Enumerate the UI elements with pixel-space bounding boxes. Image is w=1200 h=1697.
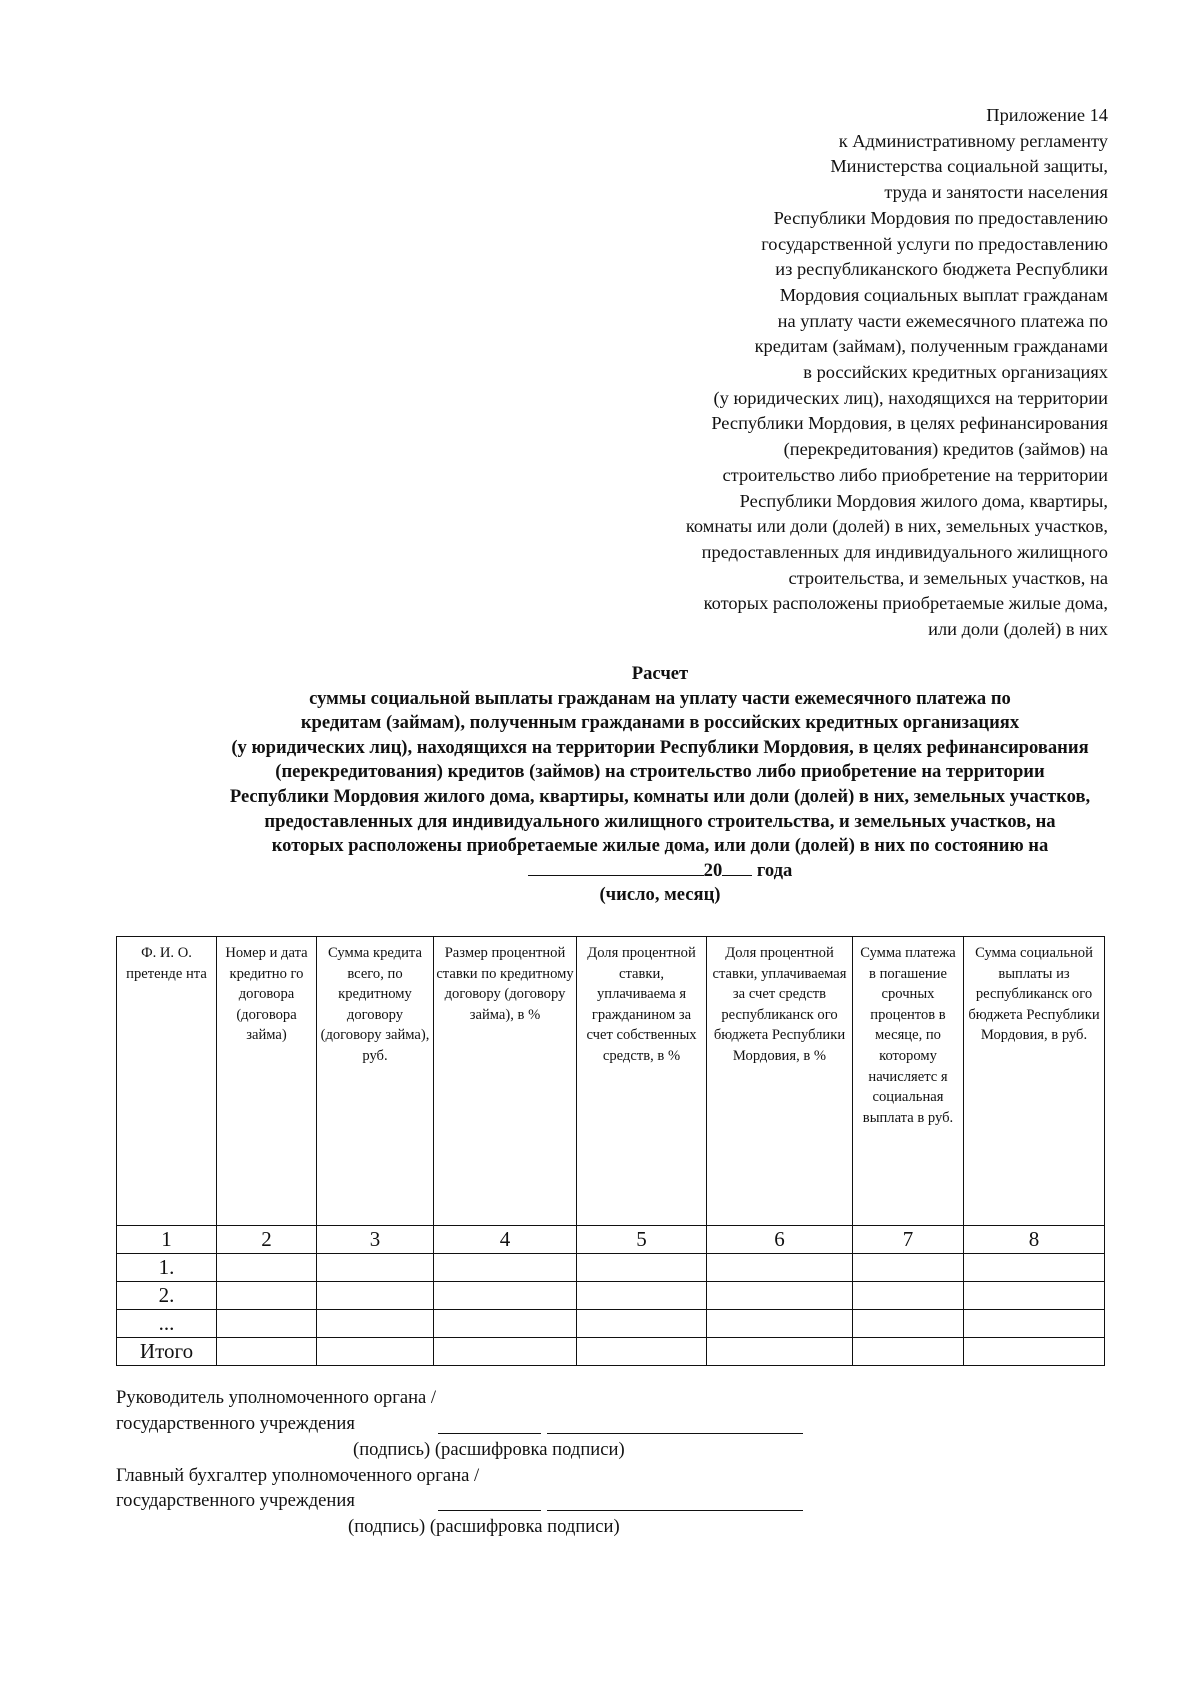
- column-number: 1: [117, 1226, 217, 1254]
- accountant-signature-field[interactable]: [438, 1510, 541, 1511]
- head-signature-caption: (подпись) (расшифровка подписи): [353, 1438, 625, 1460]
- header-cell: Размер процентной ставки по кредитному договору (договору займа), в %: [434, 937, 577, 1226]
- title-line: кредитам (займам), полученным гражданами в российских кредитных организациях: [300, 712, 1020, 734]
- table-cell[interactable]: [434, 1310, 577, 1338]
- column-number: 7: [853, 1226, 964, 1254]
- appendix-line: в российских кредитных организациях: [803, 362, 1108, 383]
- signature-block: [116, 1385, 816, 1540]
- total-row: [117, 1338, 1105, 1366]
- appendix-line: Республики Мордовия жилого дома, квартиры,: [739, 490, 1108, 511]
- year-blank: [722, 874, 752, 876]
- accountant-name-field[interactable]: [547, 1510, 803, 1511]
- title-line: предоставленных для индивидуального жилищного строительства, и земельных участков, на: [264, 810, 1056, 832]
- appendix-line: строительство либо приобретение на территории: [722, 464, 1108, 485]
- table-cell[interactable]: [964, 1282, 1105, 1310]
- table-cell[interactable]: [964, 1310, 1105, 1338]
- appendix-line: Республики Мордовия по предоставлению: [773, 207, 1108, 228]
- document-title: [60, 662, 1200, 908]
- appendix-line: Мордовия социальных выплат гражданам: [779, 284, 1108, 305]
- header-cell: Доля процентной ставки, уплачиваемая за счет средств республиканск ого бюджета Республики Мордовия, в %: [707, 937, 853, 1226]
- date-blank: [528, 874, 704, 876]
- head-name-field[interactable]: [547, 1433, 803, 1434]
- table-cell[interactable]: [217, 1282, 317, 1310]
- total-label: Итого: [117, 1338, 217, 1366]
- table-cell[interactable]: [434, 1338, 577, 1366]
- appendix-line: к Административному регламенту: [838, 130, 1108, 151]
- table-cell[interactable]: [217, 1310, 317, 1338]
- table-cell[interactable]: [577, 1310, 707, 1338]
- table-cell[interactable]: [853, 1282, 964, 1310]
- accountant-signature-line: [116, 1488, 816, 1514]
- column-number: 2: [217, 1226, 317, 1254]
- head-signature-line: [116, 1411, 816, 1437]
- table-cell[interactable]: [317, 1310, 434, 1338]
- table-row: [117, 1282, 1105, 1310]
- table-cell[interactable]: [434, 1282, 577, 1310]
- table-cell[interactable]: [577, 1282, 707, 1310]
- row-label: 2.: [117, 1282, 217, 1310]
- head-signature-field[interactable]: [438, 1433, 541, 1434]
- table-cell[interactable]: [853, 1338, 964, 1366]
- appendix-line: (перекредитования) кредитов (займов) на: [783, 439, 1108, 460]
- column-number: 8: [964, 1226, 1105, 1254]
- table-cell[interactable]: [317, 1338, 434, 1366]
- title-line: (перекредитования) кредитов (займов) на строительство либо приобретение на территории: [275, 761, 1045, 783]
- table-cell[interactable]: [577, 1254, 707, 1282]
- column-number: 3: [317, 1226, 434, 1254]
- appendix-line: предоставленных для индивидуального жилищного: [701, 541, 1108, 562]
- accountant-signature-caption: (подпись) (расшифровка подписи): [348, 1516, 620, 1538]
- table-cell[interactable]: [853, 1254, 964, 1282]
- appendix-line: Республики Мордовия, в целях рефинансирования: [711, 413, 1108, 434]
- table-cell[interactable]: [317, 1254, 434, 1282]
- table-cell[interactable]: [707, 1254, 853, 1282]
- table-row: [117, 1254, 1105, 1282]
- row-label: ...: [117, 1310, 217, 1338]
- table-cell[interactable]: [964, 1338, 1105, 1366]
- appendix-line: строительства, и земельных участков, на: [788, 567, 1108, 588]
- date-hint: (число, месяц): [599, 884, 721, 906]
- date-line: [60, 859, 1200, 884]
- table-cell[interactable]: [964, 1254, 1105, 1282]
- appendix-line: или доли (долей) в них: [928, 619, 1108, 640]
- accountant-title-line1: Главный бухгалтер уполномоченного органа /: [116, 1464, 480, 1486]
- title-line: (у юридических лиц), находящихся на территории Республики Мордовия, в целях рефинансирования: [231, 736, 1089, 758]
- table-cell[interactable]: [217, 1254, 317, 1282]
- row-label: 1.: [117, 1254, 217, 1282]
- table-cell[interactable]: [577, 1338, 707, 1366]
- calculation-table-wrapper: [116, 936, 1105, 1366]
- table-cell[interactable]: [434, 1254, 577, 1282]
- head-title-line2: государственного учреждения: [116, 1412, 355, 1434]
- header-cell: Сумма кредита всего, по кредитному договору (договору займа), руб.: [317, 937, 434, 1226]
- table-cell[interactable]: [217, 1338, 317, 1366]
- title-line: Республики Мордовия жилого дома, квартиры, комнаты или доли (долей) в них, земельных участков,: [229, 785, 1091, 807]
- header-cell: Сумма социальной выплаты из республиканск ого бюджета Республики Мордовия, в руб.: [964, 937, 1105, 1226]
- calculation-table: [116, 936, 1105, 1366]
- column-number: 6: [707, 1226, 853, 1254]
- table-cell[interactable]: [707, 1282, 853, 1310]
- title-line: суммы социальной выплаты гражданам на уплату части ежемесячного платежа по: [309, 687, 1011, 709]
- table-cell[interactable]: [853, 1310, 964, 1338]
- appendix-line: государственной услуги по предоставлению: [761, 233, 1108, 254]
- appendix-line: Приложение 14: [986, 105, 1108, 125]
- appendix-line: кредитам (займам), полученным гражданами: [754, 336, 1108, 357]
- head-title-line1: Руководитель уполномоченного органа /: [116, 1387, 437, 1408]
- table-cell[interactable]: [707, 1338, 853, 1366]
- appendix-line: Министерства социальной защиты,: [830, 156, 1108, 177]
- table-cell[interactable]: [317, 1282, 434, 1310]
- appendix-line: (у юридических лиц), находящихся на территории: [713, 387, 1108, 408]
- date-year-prefix: 20: [703, 859, 723, 881]
- date-year-suffix: года: [756, 859, 793, 881]
- header-cell: Сумма платежа в погашение срочных процентов в месяце, по которому начисляетс я социальная выплата в руб.: [853, 937, 964, 1226]
- title-line: которых расположены приобретаемые жилые дома, или доли (долей) в них по состоянию на: [271, 835, 1049, 857]
- column-number: 4: [434, 1226, 577, 1254]
- appendix-header: [548, 103, 1108, 643]
- header-cell: Доля процентной ставки, уплачиваема я гражданином за счет собственных средств, в %: [577, 937, 707, 1226]
- title-line: Расчет: [631, 663, 689, 684]
- column-number: 5: [577, 1226, 707, 1254]
- appendix-line: на уплату части ежемесячного платежа по: [777, 310, 1108, 331]
- appendix-line: из республиканского бюджета Республики: [775, 259, 1108, 280]
- header-cell: Ф. И. О. претенде нта: [117, 937, 217, 1226]
- header-cell: Номер и дата кредитно го договора (договора займа): [217, 937, 317, 1226]
- table-row: [117, 1310, 1105, 1338]
- column-number-row: [117, 1226, 1105, 1254]
- appendix-line: комнаты или доли (долей) в них, земельных участков,: [685, 516, 1108, 537]
- table-cell[interactable]: [707, 1310, 853, 1338]
- table-header-row: [117, 937, 1105, 1226]
- appendix-line: которых расположены приобретаемые жилые дома,: [703, 593, 1108, 614]
- accountant-title-line2: государственного учреждения: [116, 1490, 355, 1512]
- appendix-line: труда и занятости населения: [884, 182, 1108, 203]
